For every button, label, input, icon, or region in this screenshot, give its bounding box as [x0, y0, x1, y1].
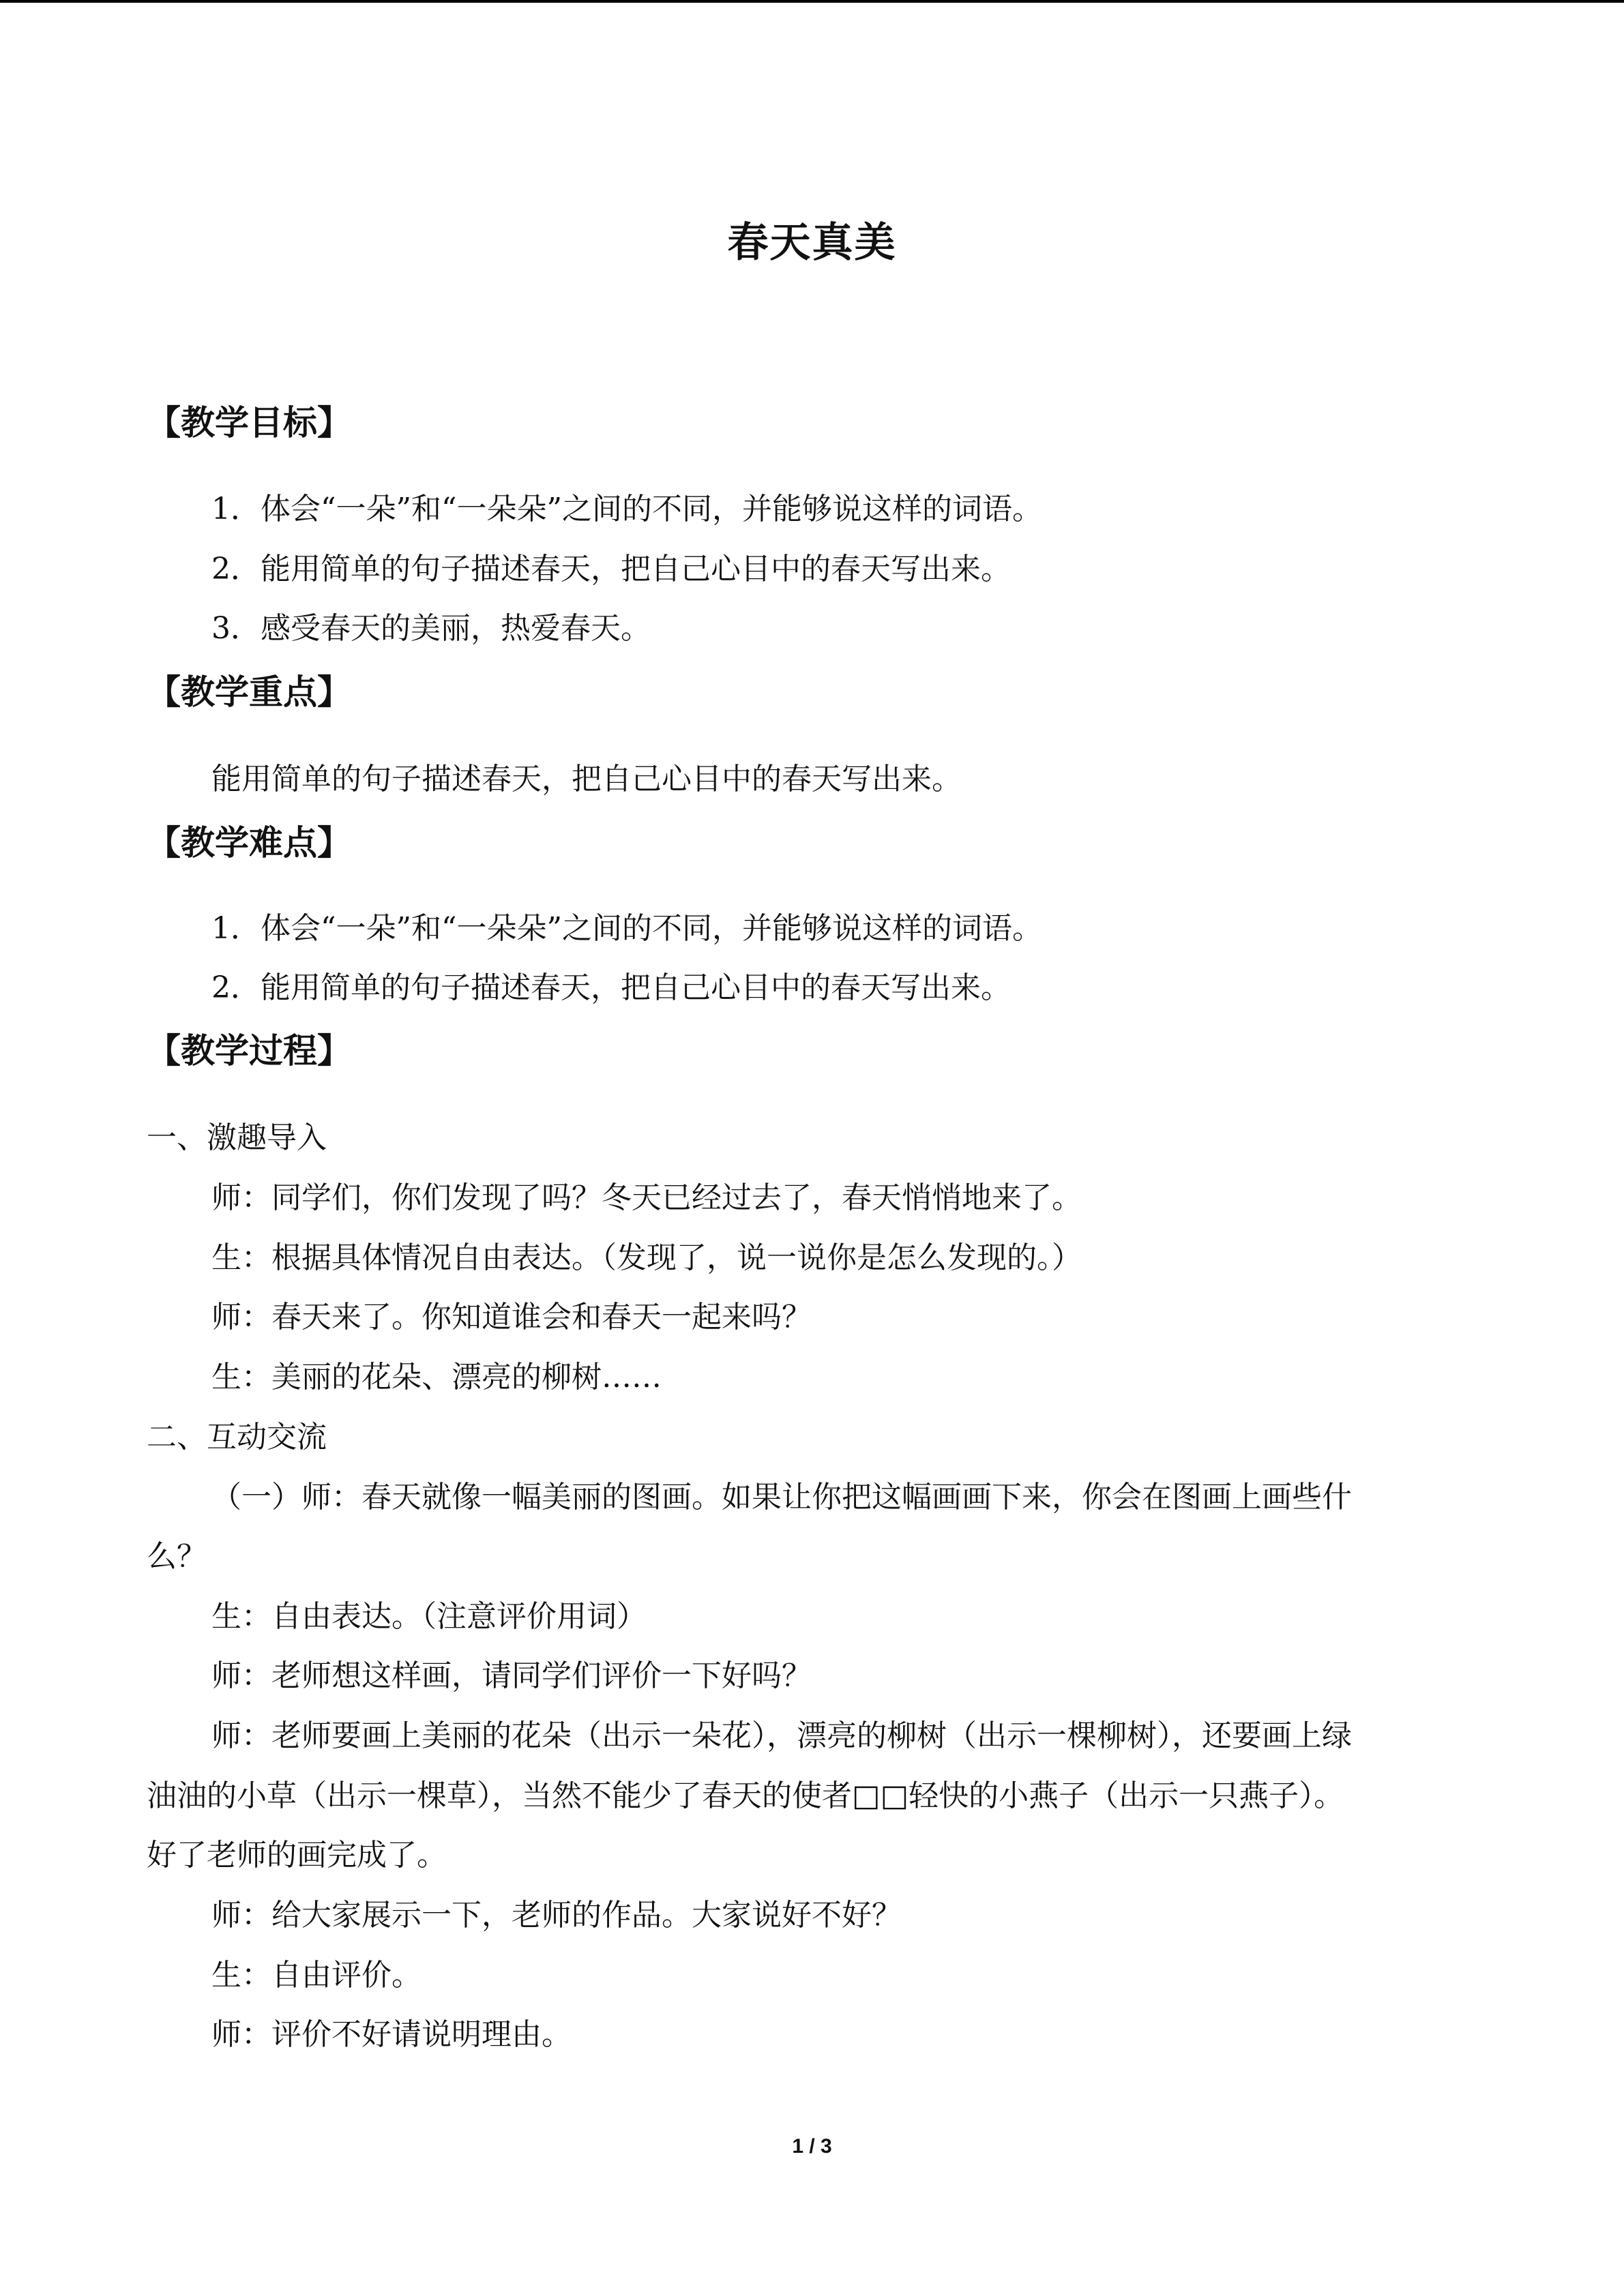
process-part1-line: 生：美丽的花朵、漂亮的柳树…… [211, 1360, 662, 1395]
process-part1-line: 师：同学们，你们发现了吗？冬天已经过去了，春天悄悄地来了。 [211, 1180, 1082, 1215]
difficulty-item-2: 2．能用简单的句子描述春天，把自己心目中的春天写出来。 [211, 970, 1011, 1005]
keypoint-item-1: 能用简单的句子描述春天，把自己心目中的春天写出来。 [211, 762, 962, 796]
process-part2-line: 么？ [147, 1539, 207, 1574]
section-heading-difficulties: 【教学难点】 [147, 822, 351, 863]
difficulty-item-1: 1．体会“一朵”和“一朵朵”之间的不同，并能够说这样的词语。 [211, 911, 1042, 946]
process-part1-line: 生：根据具体情况自由表达。（发现了，说一说你是怎么发现的。） [211, 1240, 1082, 1275]
process-part2-line: 师：老师要画上美丽的花朵（出示一朵花），漂亮的柳树（出示一棵柳树），还要画上绿 [211, 1718, 1352, 1753]
section-heading-keypoints: 【教学重点】 [147, 672, 351, 712]
goal-item-1: 1．体会“一朵”和“一朵朵”之间的不同，并能够说这样的词语。 [211, 492, 1042, 526]
page-number: 1 / 3 [792, 2135, 832, 2158]
goal-item-3: 3．感受春天的美丽，热爱春天。 [211, 611, 651, 646]
process-part2-title: 二、互动交流 [147, 1420, 327, 1455]
process-part2-line: 油油的小草（出示一棵草），当然不能少了春天的使者□□轻快的小燕子（出示一只燕子）。 [147, 1778, 1344, 1813]
process-part2-line: 生：自由评价。 [211, 1958, 422, 1993]
process-part2-line: （一）师：春天就像一幅美丽的图画。如果让你把这幅画画下来，你会在图画上画些什 [211, 1480, 1352, 1515]
process-part2-line: 师：评价不好请说明理由。 [211, 2017, 572, 2052]
process-part2-line: 师：老师想这样画，请同学们评价一下好吗？ [211, 1658, 812, 1693]
document-title: 春天真美 [727, 219, 897, 267]
process-part2-line: 师：给大家展示一下，老师的作品。大家说好不好？ [211, 1898, 902, 1933]
process-part1-title: 一、激趣导入 [147, 1120, 327, 1155]
process-part1-line: 师：春天来了。你知道谁会和春天一起来吗？ [211, 1300, 812, 1335]
goal-item-2: 2．能用简单的句子描述春天，把自己心目中的春天写出来。 [211, 552, 1011, 586]
process-part2-line: 生：自由表达。（注意评价用词） [211, 1599, 647, 1634]
section-heading-process: 【教学过程】 [147, 1030, 351, 1071]
process-part2-line: 好了老师的画完成了。 [147, 1838, 447, 1873]
section-heading-goals: 【教学目标】 [147, 402, 351, 443]
